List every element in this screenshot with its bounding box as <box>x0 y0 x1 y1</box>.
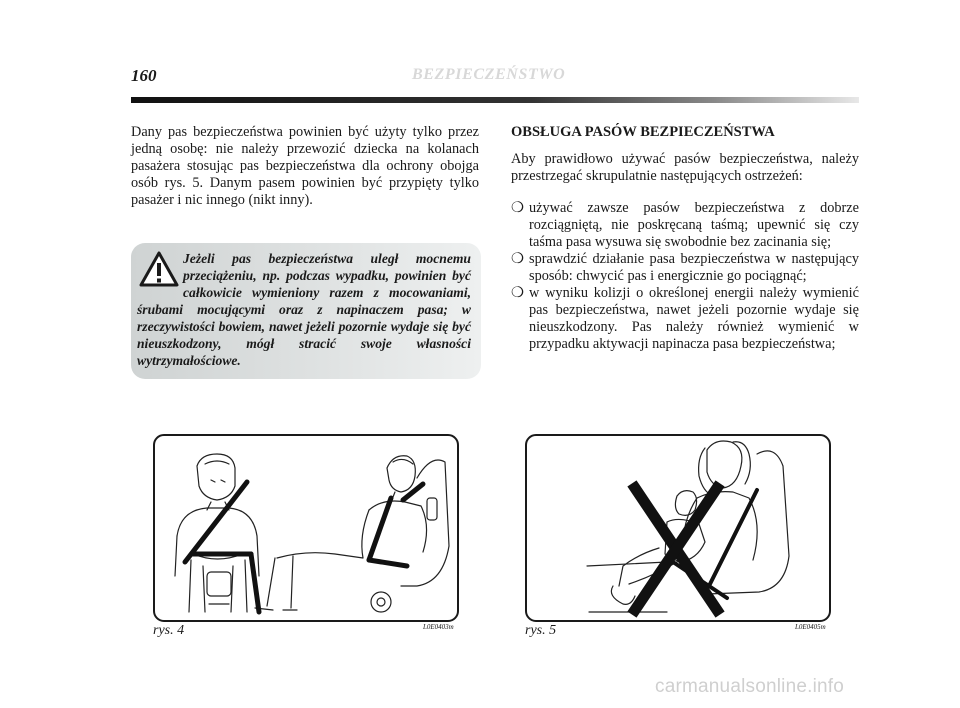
bullet-circle-icon: ❍ <box>511 251 524 267</box>
figure-caption: rys. 5 <box>525 623 557 638</box>
list-item <box>511 200 859 251</box>
figure-seatbelt-incorrect <box>525 434 831 622</box>
header-rule <box>131 97 859 103</box>
section-heading: OBSŁUGA PASÓW BEZPIECZEŃSTWA <box>511 124 775 140</box>
page-number: 160 <box>131 66 157 85</box>
warning-box <box>131 243 481 379</box>
list-item-text: sprawdzić działanie pasa bezpieczeństwa w następujący sposób: chwycić pas i energicznie go pociągnąć; <box>529 251 859 284</box>
figure-code: L0E0403m <box>423 623 454 631</box>
section-title: BEZPIECZEŃSTWO <box>412 66 566 83</box>
instructions-list <box>511 200 859 353</box>
bullet-circle-icon: ❍ <box>511 200 524 216</box>
figure-code: L0E0405m <box>795 623 826 631</box>
list-item-text: w wyniku kolizji o określonej energii należy wymienić pas bezpieczeństwa, nawet jeżeli pozornie wydaje się nieuszkodzony. Pas należy również wymienić w przypadku aktywacji napinacza pasa bezpieczeństwa; <box>529 285 859 352</box>
watermark-text: carmanualsonline.info <box>655 676 845 697</box>
list-item-text: używać zawsze pasów bezpieczeństwa z dobrze rozciągniętą, nie poskręcaną taśmą; upewnić się czy taśma pasa wysuwa się swobodnie bez zacinania się; <box>529 200 859 250</box>
figure-seatbelt-correct <box>153 434 459 622</box>
bullet-circle-icon: ❍ <box>511 285 524 301</box>
list-item <box>511 285 859 353</box>
list-item <box>511 251 859 285</box>
warning-text: Jeżeli pas bezpieczeństwa uległ mocnemu przeciążeniu, np. podczas wypadku, powinien być całkowicie wymieniony razem z mocowaniami, śrubami mocującymi oraz z napinaczem pasa; w rzeczywistości bowiem, nawet jeżeli pozornie wydaje się być nieuszkodzony, mógł stracić swoje własności wytrzymałościowe. <box>137 251 471 368</box>
figure-caption: rys. 4 <box>153 623 185 638</box>
instructions-intro: Aby prawidłowo używać pasów bezpieczeństwa, należy przestrzegać skrupulatnie następujących ostrzeżeń: <box>511 151 859 184</box>
intro-paragraph: Dany pas bezpieczeństwa powinien być użyty tylko przez jedną osobę: nie należy przewozić dziecka na kolanach pasażera stosując pas bezpieczeństwa dla ochrony obojga osób rys. 5. Danym pasem powinien być przypięty tylko pasażer i nic innego (nikt inny). <box>131 124 479 208</box>
seatbelt-incorrect-illustration <box>527 436 829 620</box>
seatbelt-correct-illustration <box>155 436 457 620</box>
